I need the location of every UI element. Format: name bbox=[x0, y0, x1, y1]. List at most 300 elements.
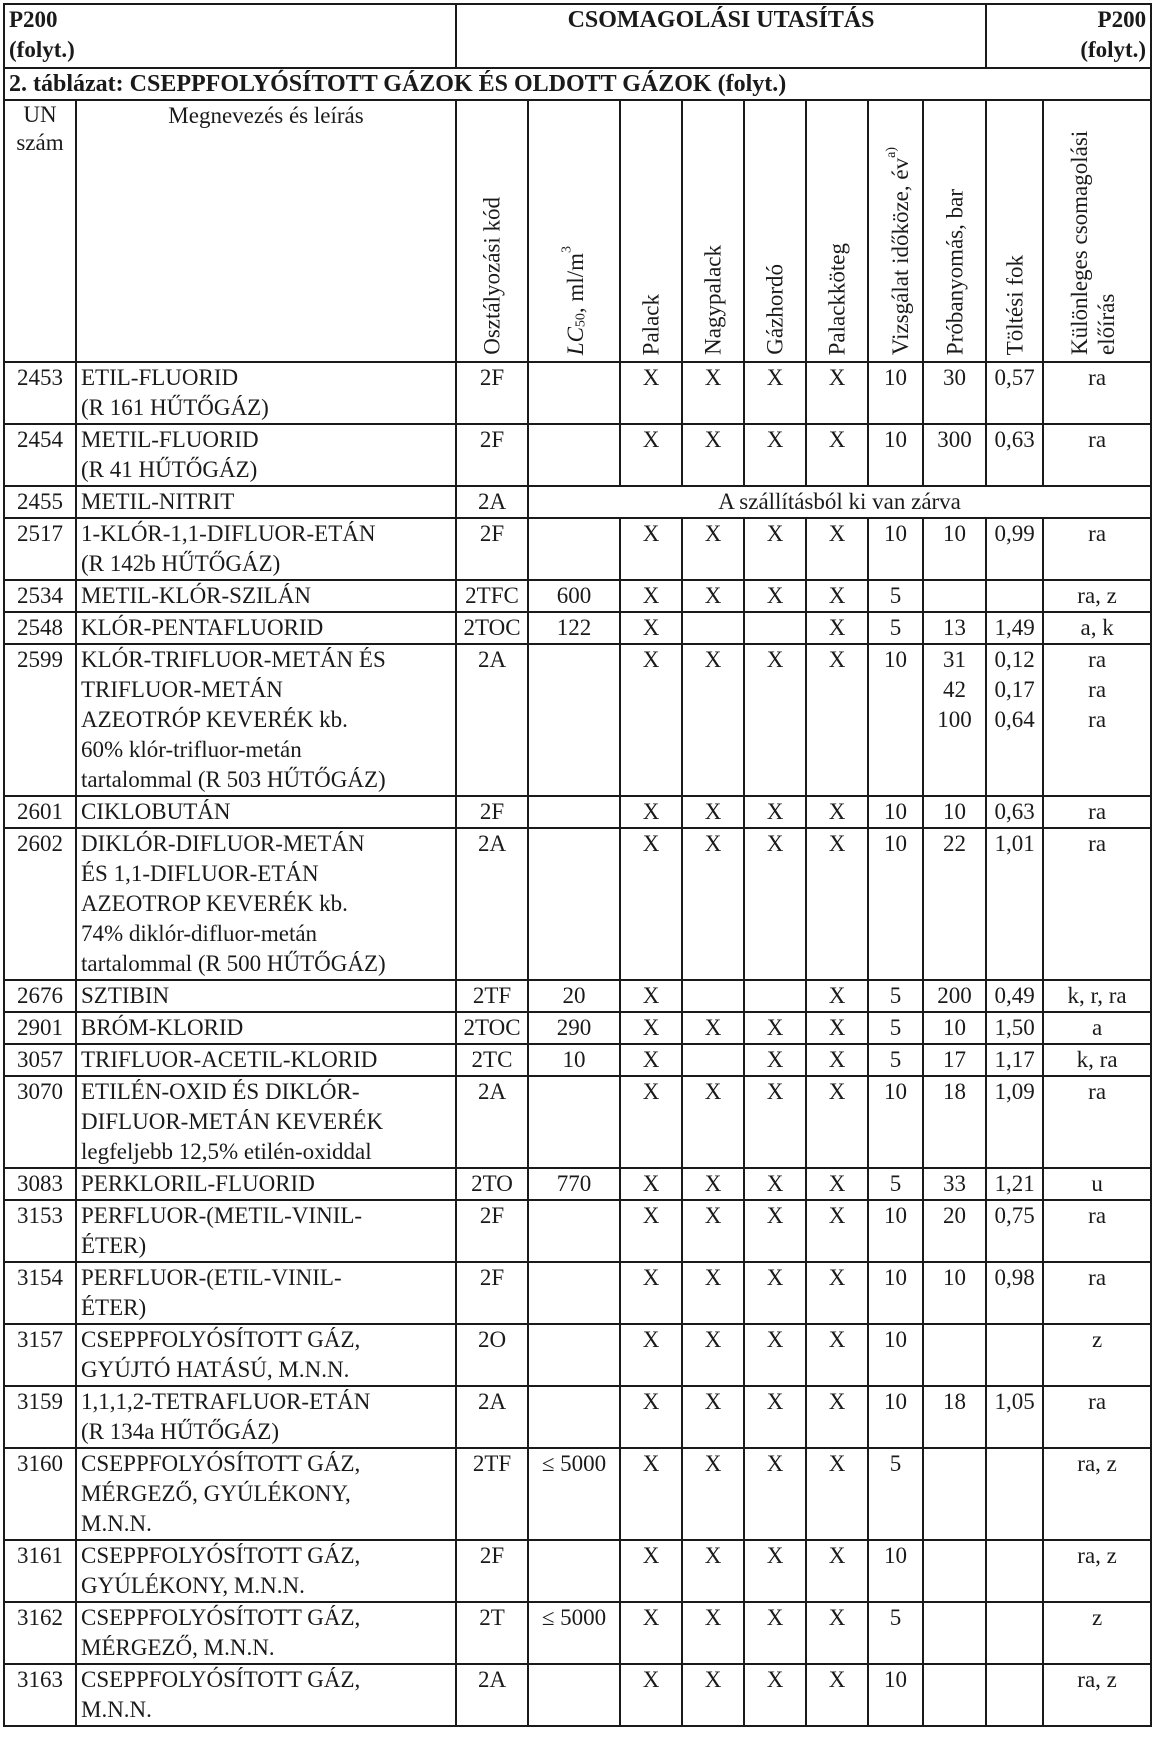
document-title: CSOMAGOLÁSI UTASÍTÁS bbox=[456, 4, 986, 68]
lc50-sub: 50 bbox=[573, 312, 589, 327]
un-number-cell: 2599 bbox=[4, 644, 76, 796]
col-header-toltesi bbox=[986, 100, 1043, 362]
nagypalack-cell: X bbox=[682, 828, 744, 980]
interval-cell: 10 bbox=[868, 1076, 923, 1168]
special-cell: ra bbox=[1043, 518, 1151, 580]
interval-cell: 5 bbox=[868, 1168, 923, 1200]
special-cell: ra bbox=[1043, 1386, 1151, 1448]
palackkoteg-cell: X bbox=[806, 1076, 868, 1168]
interval-cell: 5 bbox=[868, 1448, 923, 1540]
col-header-nagypalack bbox=[682, 100, 744, 362]
special-cell: k, ra bbox=[1043, 1044, 1151, 1076]
lc50-main: LC bbox=[563, 326, 589, 355]
pressure-cell: 10 bbox=[923, 796, 986, 828]
substance-name-cell: PERKLORIL-FLUORID bbox=[76, 1168, 456, 1200]
packing-instruction-table bbox=[3, 3, 1152, 1727]
interval-cell: 5 bbox=[868, 1602, 923, 1664]
nagypalack-cell: X bbox=[682, 1168, 744, 1200]
special-cell: ra bbox=[1043, 828, 1151, 980]
gazhordo-cell bbox=[744, 612, 806, 644]
col-header-lc50-label bbox=[553, 246, 594, 355]
nagypalack-cell: X bbox=[682, 580, 744, 612]
substance-name-cell: CSEPPFOLYÓSÍTOTT GÁZ, GYÚLÉKONY, M.N.N. bbox=[76, 1540, 456, 1602]
gazhordo-cell: X bbox=[744, 1200, 806, 1262]
col-header-kulonleges-label: Különleges csomagolási előírás bbox=[1067, 130, 1120, 355]
nagypalack-cell: X bbox=[682, 796, 744, 828]
palack-cell: X bbox=[620, 1602, 682, 1664]
table-row bbox=[4, 518, 1151, 580]
header-left-cell bbox=[4, 4, 456, 68]
class-cell: 2A bbox=[456, 486, 528, 518]
nagypalack-cell: X bbox=[682, 1200, 744, 1262]
header-right-cell bbox=[986, 4, 1151, 68]
nagypalack-cell: X bbox=[682, 1602, 744, 1664]
palackkoteg-cell: X bbox=[806, 1540, 868, 1602]
excluded-note: A szállításból ki van zárva bbox=[528, 486, 1151, 518]
nagypalack-cell: X bbox=[682, 644, 744, 796]
table-row bbox=[4, 1386, 1151, 1448]
lc50-unit: , ml/m bbox=[563, 252, 589, 313]
un-number-cell: 3162 bbox=[4, 1602, 76, 1664]
fill-cell: 0,63 bbox=[986, 424, 1043, 486]
lc50-cell: ≤ 5000 bbox=[528, 1448, 620, 1540]
substance-name-cell: CSEPPFOLYÓSÍTOTT GÁZ, MÉRGEZŐ, M.N.N. bbox=[76, 1602, 456, 1664]
col-header-gazhordo bbox=[744, 100, 806, 362]
substance-name-cell: KLÓR-TRIFLUOR-METÁN ÉS TRIFLUOR-METÁN AZEOTRÓP KEVERÉK kb. 60% klór-trifluor-metán tartalommal (R 503 HŰTŐGÁZ) bbox=[76, 644, 456, 796]
fill-cell: 0,75 bbox=[986, 1200, 1043, 1262]
pressure-cell: 13 bbox=[923, 612, 986, 644]
table-row bbox=[4, 1200, 1151, 1262]
palack-cell: X bbox=[620, 1540, 682, 1602]
special-cell: ra bbox=[1043, 362, 1151, 424]
table-row bbox=[4, 1664, 1151, 1726]
substance-name-cell: METIL-NITRIT bbox=[76, 486, 456, 518]
lc50-cell bbox=[528, 1664, 620, 1726]
palack-cell: X bbox=[620, 362, 682, 424]
fill-cell bbox=[986, 1664, 1043, 1726]
un-number-cell: 3159 bbox=[4, 1386, 76, 1448]
class-cell: 2TFC bbox=[456, 580, 528, 612]
lc50-cell bbox=[528, 1076, 620, 1168]
class-cell: 2A bbox=[456, 828, 528, 980]
palackkoteg-cell: X bbox=[806, 612, 868, 644]
interval-cell: 5 bbox=[868, 1044, 923, 1076]
gazhordo-cell: X bbox=[744, 1076, 806, 1168]
fill-cell: 0,49 bbox=[986, 980, 1043, 1012]
pressure-cell bbox=[923, 1602, 986, 1664]
header-right-code: P200 bbox=[1097, 7, 1147, 32]
col-header-vizsgalat bbox=[868, 100, 923, 362]
lc50-cell: 10 bbox=[528, 1044, 620, 1076]
col-header-probanyomas bbox=[923, 100, 986, 362]
gazhordo-cell: X bbox=[744, 1324, 806, 1386]
interval-cell: 10 bbox=[868, 644, 923, 796]
col-header-class bbox=[456, 100, 528, 362]
fill-cell bbox=[986, 580, 1043, 612]
pressure-cell bbox=[923, 1324, 986, 1386]
class-cell: 2A bbox=[456, 644, 528, 796]
lc50-cell bbox=[528, 362, 620, 424]
column-header-row bbox=[4, 100, 1151, 362]
interval-cell: 5 bbox=[868, 1012, 923, 1044]
class-cell: 2TC bbox=[456, 1044, 528, 1076]
palackkoteg-cell: X bbox=[806, 980, 868, 1012]
col-header-gazhordo-label: Gázhordó bbox=[762, 264, 788, 355]
un-number-cell: 2676 bbox=[4, 980, 76, 1012]
nagypalack-cell: X bbox=[682, 1324, 744, 1386]
col-header-palack bbox=[620, 100, 682, 362]
fill-cell: 1,17 bbox=[986, 1044, 1043, 1076]
substance-name-cell: METIL-KLÓR-SZILÁN bbox=[76, 580, 456, 612]
palackkoteg-cell: X bbox=[806, 1324, 868, 1386]
table-row bbox=[4, 796, 1151, 828]
lc50-cell bbox=[528, 518, 620, 580]
substance-name-cell: KLÓR-PENTAFLUORID bbox=[76, 612, 456, 644]
pressure-cell: 31 42 100 bbox=[923, 644, 986, 796]
lc50-cell bbox=[528, 828, 620, 980]
class-cell: 2TF bbox=[456, 1448, 528, 1540]
substance-name-cell: 1,1,1,2-TETRAFLUOR-ETÁN (R 134a HŰTŐGÁZ) bbox=[76, 1386, 456, 1448]
substance-name-cell: 1-KLÓR-1,1-DIFLUOR-ETÁN (R 142b HŰTŐGÁZ) bbox=[76, 518, 456, 580]
col-header-palackkoteg-label: Palackköteg bbox=[824, 242, 850, 355]
class-cell: 2F bbox=[456, 1200, 528, 1262]
table-row bbox=[4, 1262, 1151, 1324]
interval-cell: 10 bbox=[868, 362, 923, 424]
col-header-palackkoteg bbox=[806, 100, 868, 362]
interval-cell: 5 bbox=[868, 580, 923, 612]
gazhordo-cell: X bbox=[744, 580, 806, 612]
col-header-nagypalack-label: Nagypalack bbox=[700, 245, 726, 355]
col-header-kulonleges bbox=[1043, 100, 1151, 362]
interval-cell: 10 bbox=[868, 1262, 923, 1324]
special-cell: ra, z bbox=[1043, 1540, 1151, 1602]
palack-cell: X bbox=[620, 518, 682, 580]
gazhordo-cell: X bbox=[744, 1386, 806, 1448]
gazhordo-cell: X bbox=[744, 644, 806, 796]
lc50-cell bbox=[528, 1262, 620, 1324]
col-header-class-label: Osztályozási kód bbox=[479, 197, 505, 355]
table-row bbox=[4, 1602, 1151, 1664]
lc50-cell: 770 bbox=[528, 1168, 620, 1200]
special-cell: ra bbox=[1043, 1262, 1151, 1324]
pressure-cell: 20 bbox=[923, 1200, 986, 1262]
palackkoteg-cell: X bbox=[806, 644, 868, 796]
gazhordo-cell: X bbox=[744, 518, 806, 580]
nagypalack-cell: X bbox=[682, 1262, 744, 1324]
lc50-cell: ≤ 5000 bbox=[528, 1602, 620, 1664]
substance-name-cell: DIKLÓR-DIFLUOR-METÁN ÉS 1,1-DIFLUOR-ETÁN AZEOTROP KEVERÉK kb. 74% diklór-difluor-metán tartalommal (R 500 HŰTŐGÁZ) bbox=[76, 828, 456, 980]
palack-cell: X bbox=[620, 796, 682, 828]
un-number-cell: 2453 bbox=[4, 362, 76, 424]
special-cell: a bbox=[1043, 1012, 1151, 1044]
palack-cell: X bbox=[620, 1324, 682, 1386]
gazhordo-cell: X bbox=[744, 1168, 806, 1200]
palack-cell: X bbox=[620, 1012, 682, 1044]
lc50-cell bbox=[528, 1540, 620, 1602]
interval-cell: 10 bbox=[868, 518, 923, 580]
table-row bbox=[4, 980, 1151, 1012]
substance-name-cell: CIKLOBUTÁN bbox=[76, 796, 456, 828]
lc50-cell bbox=[528, 644, 620, 796]
substance-name-cell: SZTIBIN bbox=[76, 980, 456, 1012]
class-cell: 2O bbox=[456, 1324, 528, 1386]
gazhordo-cell: X bbox=[744, 796, 806, 828]
fill-cell: 1,01 bbox=[986, 828, 1043, 980]
header-right-continued: (folyt.) bbox=[1080, 37, 1147, 62]
fill-cell bbox=[986, 1540, 1043, 1602]
special-cell: ra bbox=[1043, 1076, 1151, 1168]
un-number-cell: 3161 bbox=[4, 1540, 76, 1602]
col-header-palack-label: Palack bbox=[638, 293, 664, 355]
special-cell: a, k bbox=[1043, 612, 1151, 644]
palack-cell: X bbox=[620, 612, 682, 644]
special-cell: ra bbox=[1043, 796, 1151, 828]
lc50-cell: 290 bbox=[528, 1012, 620, 1044]
class-cell: 2F bbox=[456, 424, 528, 486]
table-row bbox=[4, 1076, 1151, 1168]
table-row bbox=[4, 1324, 1151, 1386]
substance-name-cell: TRIFLUOR-ACETIL-KLORID bbox=[76, 1044, 456, 1076]
nagypalack-cell: X bbox=[682, 518, 744, 580]
interval-cell: 10 bbox=[868, 424, 923, 486]
document-header-row bbox=[4, 4, 1151, 68]
pressure-cell: 10 bbox=[923, 1262, 986, 1324]
table-row bbox=[4, 486, 1151, 518]
substance-name-cell: PERFLUOR-(METIL-VINIL- ÉTER) bbox=[76, 1200, 456, 1262]
fill-cell: 0,12 0,17 0,64 bbox=[986, 644, 1043, 796]
fill-cell: 0,57 bbox=[986, 362, 1043, 424]
un-number-cell: 2455 bbox=[4, 486, 76, 518]
gazhordo-cell: X bbox=[744, 1602, 806, 1664]
un-number-cell: 3157 bbox=[4, 1324, 76, 1386]
gazhordo-cell: X bbox=[744, 1664, 806, 1726]
un-number-cell: 3070 bbox=[4, 1076, 76, 1168]
palackkoteg-cell: X bbox=[806, 1200, 868, 1262]
table-row bbox=[4, 612, 1151, 644]
gazhordo-cell: X bbox=[744, 424, 806, 486]
special-cell: ra bbox=[1043, 424, 1151, 486]
lc50-cell bbox=[528, 796, 620, 828]
interval-cell: 10 bbox=[868, 1386, 923, 1448]
un-number-cell: 2454 bbox=[4, 424, 76, 486]
un-number-cell: 2517 bbox=[4, 518, 76, 580]
class-cell: 2A bbox=[456, 1664, 528, 1726]
lc50-cell bbox=[528, 1200, 620, 1262]
interval-cell: 10 bbox=[868, 1540, 923, 1602]
lc50-sup: 3 bbox=[559, 245, 575, 253]
un-number-cell: 3153 bbox=[4, 1200, 76, 1262]
pressure-cell bbox=[923, 580, 986, 612]
class-cell: 2TF bbox=[456, 980, 528, 1012]
col-header-vizsgalat-label bbox=[878, 147, 914, 355]
nagypalack-cell: X bbox=[682, 1540, 744, 1602]
palack-cell: X bbox=[620, 580, 682, 612]
pressure-cell: 22 bbox=[923, 828, 986, 980]
pressure-cell: 18 bbox=[923, 1076, 986, 1168]
gazhordo-cell: X bbox=[744, 362, 806, 424]
palackkoteg-cell: X bbox=[806, 580, 868, 612]
interval-cell: 5 bbox=[868, 980, 923, 1012]
palack-cell: X bbox=[620, 1386, 682, 1448]
gazhordo-cell bbox=[744, 980, 806, 1012]
palack-cell: X bbox=[620, 828, 682, 980]
fill-cell: 1,05 bbox=[986, 1386, 1043, 1448]
substance-name-cell: CSEPPFOLYÓSÍTOTT GÁZ, MÉRGEZŐ, GYÚLÉKONY, M.N.N. bbox=[76, 1448, 456, 1540]
un-number-cell: 2601 bbox=[4, 796, 76, 828]
class-cell: 2F bbox=[456, 1540, 528, 1602]
palackkoteg-cell: X bbox=[806, 518, 868, 580]
header-left-continued: (folyt.) bbox=[9, 37, 75, 62]
pressure-cell bbox=[923, 1664, 986, 1726]
special-cell: ra, z bbox=[1043, 1664, 1151, 1726]
gazhordo-cell: X bbox=[744, 1262, 806, 1324]
col-header-name: Megnevezés és leírás bbox=[76, 100, 456, 362]
special-cell: ra bbox=[1043, 1200, 1151, 1262]
table-row bbox=[4, 362, 1151, 424]
table-title: 2. táblázat: CSEPPFOLYÓSÍTOTT GÁZOK ÉS OLDOTT GÁZOK (folyt.) bbox=[4, 68, 1151, 100]
nagypalack-cell: X bbox=[682, 1448, 744, 1540]
table-row bbox=[4, 1044, 1151, 1076]
vizsgalat-text: Vizsgálat időköze, év bbox=[887, 157, 913, 355]
substance-name-cell: CSEPPFOLYÓSÍTOTT GÁZ, GYÚJTÓ HATÁSÚ, M.N.N. bbox=[76, 1324, 456, 1386]
palackkoteg-cell: X bbox=[806, 1044, 868, 1076]
table-row bbox=[4, 424, 1151, 486]
interval-cell: 5 bbox=[868, 612, 923, 644]
col-header-toltesi-label: Töltési fok bbox=[1002, 254, 1028, 355]
un-number-cell: 3057 bbox=[4, 1044, 76, 1076]
palackkoteg-cell: X bbox=[806, 1386, 868, 1448]
nagypalack-cell: X bbox=[682, 1664, 744, 1726]
lc50-cell bbox=[528, 1386, 620, 1448]
nagypalack-cell: X bbox=[682, 1076, 744, 1168]
fill-cell: 0,98 bbox=[986, 1262, 1043, 1324]
interval-cell: 10 bbox=[868, 1200, 923, 1262]
fill-cell bbox=[986, 1602, 1043, 1664]
palack-cell: X bbox=[620, 1044, 682, 1076]
col-header-lc50 bbox=[528, 100, 620, 362]
palackkoteg-cell: X bbox=[806, 1448, 868, 1540]
nagypalack-cell: X bbox=[682, 362, 744, 424]
pressure-cell: 17 bbox=[923, 1044, 986, 1076]
packing-instruction-document bbox=[3, 3, 1150, 1727]
substance-name-cell: CSEPPFOLYÓSÍTOTT GÁZ, M.N.N. bbox=[76, 1664, 456, 1726]
table-row bbox=[4, 828, 1151, 980]
fill-cell bbox=[986, 1448, 1043, 1540]
class-cell: 2A bbox=[456, 1076, 528, 1168]
header-left-code: P200 bbox=[9, 7, 58, 32]
lc50-cell bbox=[528, 424, 620, 486]
gazhordo-cell: X bbox=[744, 1448, 806, 1540]
lc50-cell: 600 bbox=[528, 580, 620, 612]
class-cell: 2A bbox=[456, 1386, 528, 1448]
interval-cell: 10 bbox=[868, 1324, 923, 1386]
un-number-cell: 2901 bbox=[4, 1012, 76, 1044]
lc50-cell: 20 bbox=[528, 980, 620, 1012]
table-title-row bbox=[4, 68, 1151, 100]
fill-cell: 1,50 bbox=[986, 1012, 1043, 1044]
palack-cell: X bbox=[620, 1168, 682, 1200]
pressure-cell: 18 bbox=[923, 1386, 986, 1448]
pressure-cell: 10 bbox=[923, 518, 986, 580]
palack-cell: X bbox=[620, 644, 682, 796]
special-cell: z bbox=[1043, 1602, 1151, 1664]
fill-cell bbox=[986, 1324, 1043, 1386]
special-cell: ra, z bbox=[1043, 1448, 1151, 1540]
un-number-cell: 2534 bbox=[4, 580, 76, 612]
class-cell: 2TO bbox=[456, 1168, 528, 1200]
palackkoteg-cell: X bbox=[806, 1168, 868, 1200]
palackkoteg-cell: X bbox=[806, 828, 868, 980]
substance-name-cell: METIL-FLUORID (R 41 HŰTŐGÁZ) bbox=[76, 424, 456, 486]
table-row bbox=[4, 1448, 1151, 1540]
palackkoteg-cell: X bbox=[806, 424, 868, 486]
gazhordo-cell: X bbox=[744, 1012, 806, 1044]
table-row bbox=[4, 1012, 1151, 1044]
substance-name-cell: ETIL-FLUORID (R 161 HŰTŐGÁZ) bbox=[76, 362, 456, 424]
palack-cell: X bbox=[620, 424, 682, 486]
pressure-cell: 10 bbox=[923, 1012, 986, 1044]
palackkoteg-cell: X bbox=[806, 362, 868, 424]
palackkoteg-cell: X bbox=[806, 1664, 868, 1726]
fill-cell: 1,49 bbox=[986, 612, 1043, 644]
lc50-cell: 122 bbox=[528, 612, 620, 644]
special-cell: z bbox=[1043, 1324, 1151, 1386]
interval-cell: 10 bbox=[868, 796, 923, 828]
un-number-cell: 3163 bbox=[4, 1664, 76, 1726]
palack-cell: X bbox=[620, 980, 682, 1012]
palack-cell: X bbox=[620, 1664, 682, 1726]
pressure-cell: 33 bbox=[923, 1168, 986, 1200]
class-cell: 2F bbox=[456, 796, 528, 828]
palack-cell: X bbox=[620, 1200, 682, 1262]
palack-cell: X bbox=[620, 1076, 682, 1168]
gazhordo-cell: X bbox=[744, 1540, 806, 1602]
fill-cell: 1,21 bbox=[986, 1168, 1043, 1200]
class-cell: 2T bbox=[456, 1602, 528, 1664]
nagypalack-cell: X bbox=[682, 424, 744, 486]
palack-cell: X bbox=[620, 1448, 682, 1540]
palackkoteg-cell: X bbox=[806, 1012, 868, 1044]
nagypalack-cell bbox=[682, 980, 744, 1012]
pressure-cell: 300 bbox=[923, 424, 986, 486]
un-number-cell: 2548 bbox=[4, 612, 76, 644]
gazhordo-cell: X bbox=[744, 828, 806, 980]
nagypalack-cell: X bbox=[682, 1386, 744, 1448]
fill-cell: 0,99 bbox=[986, 518, 1043, 580]
class-cell: 2F bbox=[456, 518, 528, 580]
pressure-cell bbox=[923, 1448, 986, 1540]
palackkoteg-cell: X bbox=[806, 1602, 868, 1664]
gazhordo-cell: X bbox=[744, 1044, 806, 1076]
nagypalack-cell bbox=[682, 612, 744, 644]
col-header-probanyomas-label: Próbanyomás, bar bbox=[942, 188, 968, 355]
class-cell: 2F bbox=[456, 1262, 528, 1324]
un-number-cell: 3154 bbox=[4, 1262, 76, 1324]
un-number-cell: 2602 bbox=[4, 828, 76, 980]
palackkoteg-cell: X bbox=[806, 1262, 868, 1324]
table-row bbox=[4, 1540, 1151, 1602]
interval-cell: 10 bbox=[868, 828, 923, 980]
table-row bbox=[4, 1168, 1151, 1200]
nagypalack-cell: X bbox=[682, 1012, 744, 1044]
palack-cell: X bbox=[620, 1262, 682, 1324]
table-row bbox=[4, 580, 1151, 612]
substance-name-cell: ETILÉN-OXID ÉS DIKLÓR- DIFLUOR-METÁN KEVERÉK legfeljebb 12,5% etilén-oxiddal bbox=[76, 1076, 456, 1168]
col-header-un: UN szám bbox=[4, 100, 76, 362]
special-cell: k, r, ra bbox=[1043, 980, 1151, 1012]
vizsgalat-sup: a) bbox=[883, 146, 899, 158]
nagypalack-cell bbox=[682, 1044, 744, 1076]
